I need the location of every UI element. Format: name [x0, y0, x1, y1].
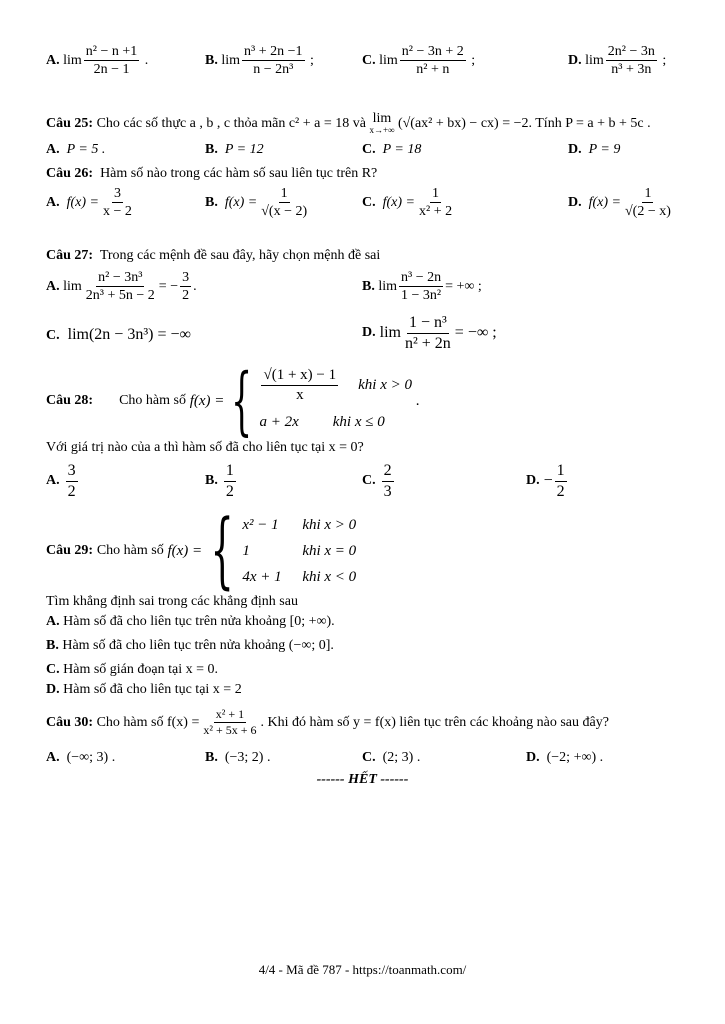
denominator: 2n³ + 5n − 2: [85, 288, 155, 304]
denominator: √(2 − x): [625, 204, 671, 220]
option-label: D.: [568, 194, 582, 210]
option-label: D.: [362, 325, 376, 341]
denominator: n² + 2n: [404, 334, 451, 352]
numerator: 1 − n³: [407, 314, 449, 334]
question-text: Hàm số nào trong các hàm số sau liên tục trên R?: [100, 166, 378, 181]
q28-stem: Câu 28: Cho hàm số f(x) = { $\frac{√(1 + x) - 1}{x}$ khi x > 0 a + 2x khi x ≤ 0 .: [46, 358, 420, 444]
denominator: n − 2n³: [253, 62, 294, 78]
q29-opt-c: [46, 662, 218, 678]
q28-question: [46, 440, 364, 456]
lim-symbol: lim: [379, 52, 398, 68]
option-value: P = 9: [588, 142, 621, 157]
function-lhs: f(x) =: [588, 194, 621, 210]
piecewise-cases: [259, 367, 412, 435]
option-value: (2; 3) .: [382, 750, 421, 765]
case-expression: x² − 1: [242, 517, 279, 533]
q26-opt-d: [568, 186, 675, 220]
q29-opt-b: [46, 638, 334, 654]
q27-opt-a: A. lim $\frac{\text{n² − 3n³}}{\text{2n³ + 5n − 2}}$ = − $\frac{3}{2}$ .: [46, 270, 197, 304]
punct: ;: [471, 52, 476, 68]
q24-option-d: [568, 44, 666, 78]
option-text: Hàm số đã cho liên tục trên nửa khoảng [0; +∞).: [63, 614, 335, 629]
lim-symbol: lim: [379, 324, 401, 342]
question-text-tail: . Tính P = a + b + 5c .: [528, 115, 651, 131]
option-value: (−3; 2) .: [224, 750, 271, 765]
question-label: Câu 30:: [46, 714, 94, 730]
option-text: Hàm số đã cho liên tục trên nửa khoảng (−∞; 0].: [62, 638, 334, 653]
q27-opt-b: [362, 270, 482, 304]
numerator: n³ − 2n: [399, 270, 443, 287]
case-expression: 1: [242, 543, 250, 559]
q25-opt-a: [46, 142, 105, 158]
option-label: D.: [46, 682, 60, 697]
case-condition: khi x > 0: [358, 377, 412, 393]
option-label: C.: [46, 662, 60, 677]
q29-opt-d: [46, 682, 242, 698]
denominator: 1 − 3n²: [401, 288, 442, 304]
numerator: 1: [555, 462, 567, 482]
function-lhs: f(x) =: [66, 194, 99, 210]
denominator: 2: [556, 482, 565, 500]
q25-stem: [46, 112, 651, 135]
q28-opt-d: [526, 462, 569, 500]
q28-opt-c: [362, 462, 396, 500]
question-label: Câu 26:: [46, 166, 94, 181]
option-label: A.: [46, 52, 60, 68]
case-condition: khi x < 0: [302, 569, 357, 585]
function-lhs: f(x) =: [382, 194, 415, 210]
q25-opt-d: [568, 142, 620, 158]
lim-subscript: x→+∞: [369, 125, 395, 135]
q25-opt-c: [362, 142, 421, 158]
function-lhs: f(x) =: [224, 194, 258, 210]
denominator: 2n − 1: [93, 62, 130, 78]
denominator: 2: [182, 288, 190, 304]
option-text: Hàm số đã cho liên tục tại x = 2: [63, 682, 242, 697]
option-label: B.: [205, 52, 218, 68]
option-label: A.: [46, 194, 60, 210]
numerator: n² − n +1: [84, 44, 140, 61]
numerator: √(1 + x) − 1: [261, 367, 338, 386]
question-label: Câu 29:: [46, 543, 94, 558]
function-lhs: f(x) =: [189, 392, 225, 409]
lim-symbol: lim: [372, 111, 392, 126]
case-expression: 4x + 1: [242, 569, 282, 585]
q27-opt-c: [46, 326, 191, 344]
q27-stem: [46, 248, 380, 264]
numerator: 2: [382, 462, 394, 482]
question-label: Câu 27:: [46, 248, 94, 263]
option-label: A.: [46, 750, 60, 765]
numerator: n³ + 2n −1: [242, 44, 305, 61]
option-label: D.: [526, 750, 540, 765]
option-value: (−2; +∞) .: [546, 750, 604, 765]
denominator: x² + 5x + 6: [203, 723, 257, 738]
punct: .: [144, 52, 149, 68]
option-expression: lim(2n − 3n³) = −∞: [67, 326, 191, 343]
lim-symbol: lim: [63, 278, 82, 294]
denominator: x − 2: [103, 204, 132, 220]
option-label: A.: [46, 278, 60, 294]
option-label: C.: [362, 194, 376, 210]
numerator: 3: [180, 270, 191, 287]
q26-opt-a: [46, 186, 136, 220]
q26-opt-c: [362, 186, 456, 220]
lim-symbol: lim: [378, 278, 398, 294]
end-marker: ------ HẾT ------: [316, 772, 409, 787]
punct: ;: [310, 52, 314, 68]
function-lhs: f(x) =: [167, 542, 203, 559]
case-condition: khi x ≤ 0: [332, 414, 385, 430]
numerator: 1: [430, 186, 441, 203]
option-label: A.: [46, 473, 60, 489]
brace: {: [210, 503, 234, 598]
q30-stem: [46, 708, 609, 737]
question-text: Cho hàm số: [96, 543, 164, 558]
option-label: C.: [362, 750, 376, 765]
numerator: 1: [642, 186, 653, 203]
numerator: 2n² − 3n: [606, 44, 657, 61]
numerator: n² − 3n + 2: [400, 44, 466, 61]
question-text: Với giá trị nào của a thì hàm số đã cho liên tục tại x = 0?: [46, 440, 364, 455]
q24-option-c: [362, 44, 475, 78]
q28-opt-a: [46, 462, 80, 500]
option-label: C.: [362, 52, 376, 68]
q24-option-a: [46, 44, 148, 78]
numerator: 3: [66, 462, 78, 482]
numerator: 1: [224, 462, 236, 482]
rhs: = −∞ ;: [454, 324, 497, 342]
q30-opt-b: [205, 750, 270, 766]
question-text: Cho các số thực a , b , c thỏa mãn c² + a = 18 và: [96, 115, 366, 131]
option-label: B.: [362, 278, 375, 294]
page-footer: 4/4 - Mã đề 787 - https://toanmath.com/: [258, 962, 467, 977]
numerator: n² − 3n³: [96, 270, 144, 287]
denominator: 2: [225, 482, 234, 500]
q29-opt-a: [46, 614, 335, 630]
option-text: Hàm số gián đoạn tại x = 0.: [63, 662, 218, 677]
lim-symbol: lim: [221, 52, 241, 68]
case-expression: a + 2x: [259, 414, 299, 430]
numerator: 3: [112, 186, 123, 203]
question-text: Cho hàm số: [119, 393, 186, 408]
option-label: B.: [205, 194, 218, 210]
question-label: Câu 25:: [46, 115, 94, 131]
piecewise-cases: [242, 512, 356, 590]
denominator: 2: [67, 482, 76, 500]
q27-opt-d: [362, 314, 497, 352]
q29-stem: [46, 503, 357, 598]
limit-expression: (√(ax² + bx) − cx) = −2: [397, 115, 529, 131]
option-value: P = 12: [224, 142, 264, 157]
denominator: x² + 2: [419, 204, 453, 220]
option-label: D.: [526, 473, 540, 489]
denominator: n³ + 3n: [611, 62, 652, 78]
q29-question: [46, 594, 298, 610]
option-label: B.: [46, 638, 59, 653]
question-text: Trong các mệnh đề sau đây, hãy chọn mệnh đề sai: [99, 248, 381, 263]
question-text: Cho hàm số f(x) =: [96, 714, 200, 730]
option-label: C.: [362, 142, 376, 157]
punct: ;: [662, 52, 667, 68]
option-label: C.: [46, 328, 60, 343]
q26-stem: [46, 166, 377, 182]
lim-symbol: lim: [63, 52, 82, 68]
numerator: 1: [279, 186, 290, 203]
option-value: P = 18: [382, 142, 422, 157]
brace: {: [231, 358, 253, 444]
q30-opt-d: [526, 750, 603, 766]
option-label: D.: [568, 142, 582, 157]
denominator: x: [296, 386, 304, 403]
lim-symbol: lim: [585, 52, 604, 68]
option-label: D.: [568, 52, 582, 68]
option-label: A.: [46, 614, 60, 629]
q24-option-b: [205, 44, 314, 78]
option-label: B.: [205, 473, 218, 489]
q30-opt-a: [46, 750, 115, 766]
case-condition: khi x > 0: [302, 517, 357, 533]
option-label: B.: [205, 142, 218, 157]
q30-opt-c: [362, 750, 420, 766]
denominator: √(x − 2): [261, 204, 308, 220]
question-text: Tìm khẳng định sai trong các khẳng định sau: [46, 594, 298, 609]
option-label: A.: [46, 142, 60, 157]
q25-opt-b: [205, 142, 264, 158]
denominator: n² + n: [416, 62, 450, 78]
option-value: P = 5 .: [66, 142, 106, 157]
q26-opt-b: [205, 186, 311, 220]
question-text-tail: . Khi đó hàm số y = f(x) liên tục trên các khoảng nào sau đây?: [260, 714, 609, 730]
option-value: (−∞; 3) .: [66, 750, 116, 765]
rhs: = +∞ ;: [445, 278, 482, 294]
case-condition: khi x = 0: [302, 543, 357, 559]
option-label: B.: [205, 750, 218, 765]
question-label: Câu 28:: [46, 393, 94, 408]
numerator: x² + 1: [214, 708, 246, 723]
denominator: 3: [383, 482, 392, 500]
option-label: C.: [362, 473, 376, 489]
q28-opt-b: [205, 462, 238, 500]
sign: −: [543, 472, 553, 490]
